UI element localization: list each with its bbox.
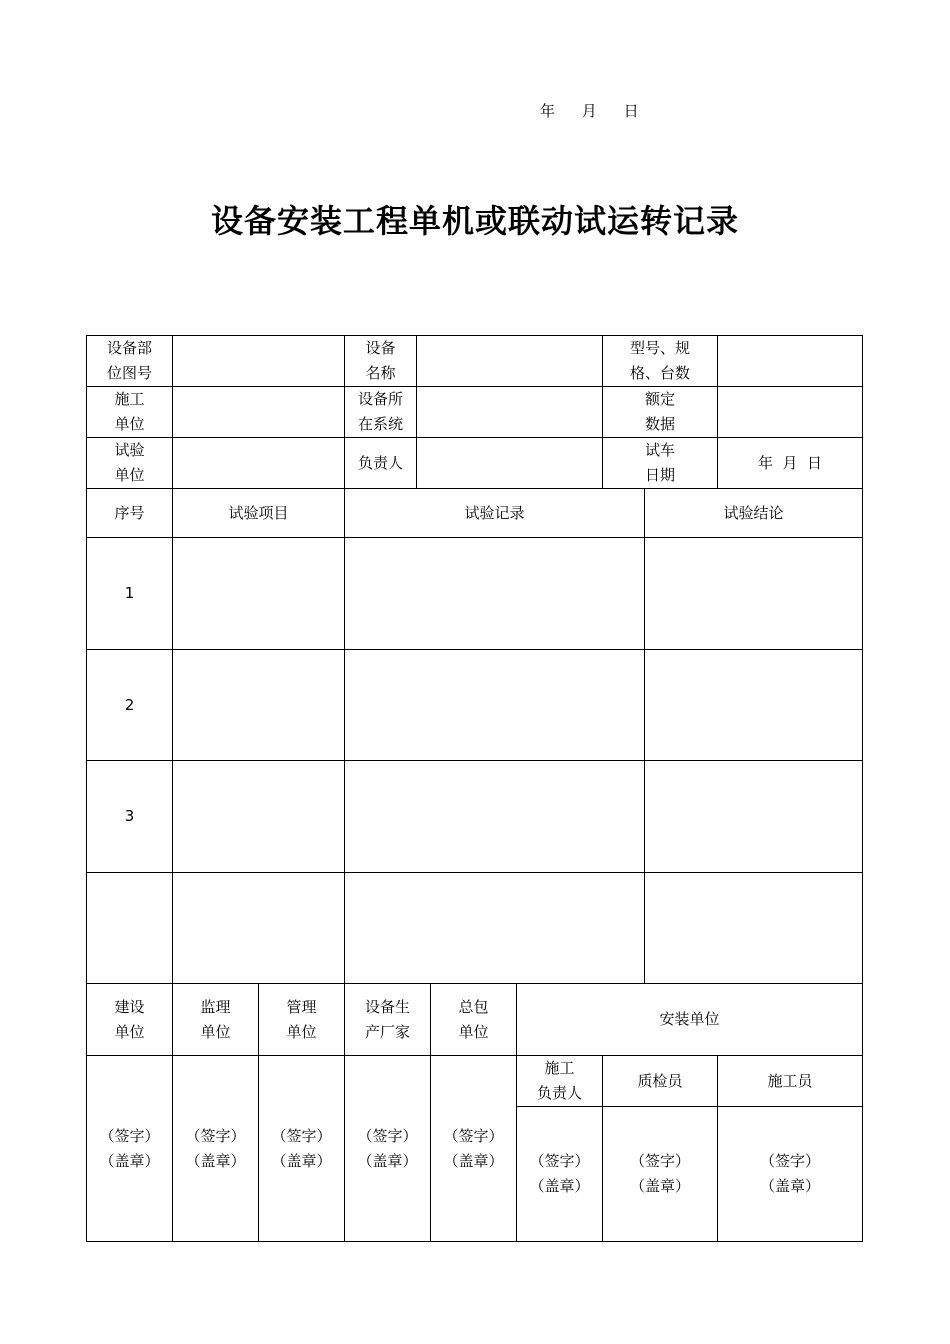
table-row <box>87 538 863 650</box>
role-quality-inspector: 质检员 <box>603 1056 718 1107</box>
label-line: 设备所 <box>357 390 403 408</box>
col-item: 试验项目 <box>173 489 345 538</box>
role-constructor: 施工员 <box>718 1056 863 1107</box>
label-line: 单位 <box>114 1022 145 1041</box>
label-line: 数据 <box>645 415 676 433</box>
label-line: 在系统 <box>357 415 403 433</box>
label-line: 单位 <box>114 415 145 433</box>
label-line: 额定 <box>645 390 676 408</box>
device-name-label <box>345 336 417 387</box>
party-supervision-unit <box>173 984 259 1056</box>
label-line: 施工 <box>544 1059 575 1077</box>
party-management-unit <box>259 984 345 1056</box>
table-row <box>87 650 863 761</box>
seal-text: （盖章） <box>99 1151 160 1170</box>
sign-seal-supervision[interactable] <box>173 1056 259 1242</box>
seal-text: （盖章） <box>357 1151 418 1170</box>
device-name-field[interactable] <box>417 336 603 387</box>
model-field[interactable] <box>718 336 863 387</box>
label-line: 监理 <box>200 997 231 1016</box>
row-record-field[interactable] <box>345 761 645 873</box>
responsible-label: 负责人 <box>345 438 417 489</box>
row-seq: 2 <box>87 650 173 761</box>
label-line: 负责人 <box>536 1084 582 1102</box>
table-row <box>87 873 863 984</box>
test-unit-label <box>87 438 173 489</box>
device-location-label <box>87 336 173 387</box>
date-year: 年 <box>540 102 556 120</box>
sign-seal-constructor[interactable] <box>718 1107 863 1242</box>
seal-text: （盖章） <box>443 1151 504 1170</box>
label-line: 设备部 <box>106 339 152 357</box>
label-line: 单位 <box>114 466 145 484</box>
responsible-field[interactable] <box>417 438 603 489</box>
label-line: 设备 <box>365 339 396 357</box>
seal-text: （盖章） <box>529 1177 590 1195</box>
sign-text: （签字） <box>357 1126 418 1145</box>
col-seq: 序号 <box>87 489 173 538</box>
label-line: 日期 <box>645 466 676 484</box>
model-label <box>603 336 718 387</box>
sign-seal-general-contractor[interactable] <box>431 1056 517 1242</box>
label-line: 型号、规 <box>630 339 691 357</box>
page-title: 设备安装工程单机或联动试运转记录 <box>210 202 739 240</box>
sign-seal-quality-inspector[interactable] <box>603 1107 718 1242</box>
role-construction-lead <box>517 1056 603 1107</box>
label-line: 试车 <box>645 441 676 459</box>
row-item-field[interactable] <box>173 650 345 761</box>
date-day: 日 <box>623 102 639 120</box>
sign-text: （签字） <box>760 1152 821 1170</box>
row-conclusion-field[interactable] <box>645 538 863 650</box>
label-line: 试验 <box>114 441 145 459</box>
header-row <box>87 387 863 438</box>
party-general-contractor <box>431 984 517 1056</box>
system-field[interactable] <box>417 387 603 438</box>
party-construction-unit <box>87 984 173 1056</box>
install-unit-label: 安装单位 <box>517 984 863 1056</box>
construction-unit-field[interactable] <box>173 387 345 438</box>
table-row <box>87 761 863 873</box>
seal-text: （盖章） <box>271 1151 332 1170</box>
device-location-field[interactable] <box>173 336 345 387</box>
row-record-field[interactable] <box>345 650 645 761</box>
sign-seal-manufacturer[interactable] <box>345 1056 431 1242</box>
test-date-label <box>603 438 718 489</box>
seal-text: （盖章） <box>185 1151 246 1170</box>
label-line: 建设 <box>114 997 145 1016</box>
row-item-field[interactable] <box>173 761 345 873</box>
header-row <box>87 336 863 387</box>
row-record-field[interactable] <box>345 538 645 650</box>
label-line: 总包 <box>458 997 489 1016</box>
row-record-field[interactable] <box>345 873 645 984</box>
sign-seal-management[interactable] <box>259 1056 345 1242</box>
label-line: 单位 <box>458 1022 489 1041</box>
label-line: 单位 <box>286 1022 317 1041</box>
sign-seal-construction[interactable] <box>87 1056 173 1242</box>
test-unit-field[interactable] <box>173 438 345 489</box>
label-line: 单位 <box>200 1022 231 1041</box>
sign-text: （签字） <box>185 1126 246 1145</box>
label-line: 名称 <box>365 364 396 382</box>
row-conclusion-field[interactable] <box>645 650 863 761</box>
label-line: 施工 <box>114 390 145 408</box>
header-row <box>87 438 863 489</box>
col-conclusion: 试验结论 <box>645 489 863 538</box>
rated-label <box>603 387 718 438</box>
row-conclusion-field[interactable] <box>645 873 863 984</box>
sign-text: （签字） <box>99 1126 160 1145</box>
seal-text: （盖章） <box>760 1177 821 1195</box>
test-date-field[interactable]: 年 月 日 <box>718 438 863 489</box>
system-label <box>345 387 417 438</box>
seal-text: （盖章） <box>630 1177 691 1195</box>
date-line <box>540 100 661 121</box>
label-line: 位图号 <box>106 364 152 382</box>
sign-text: （签字） <box>443 1126 504 1145</box>
date-month: 月 <box>581 102 597 120</box>
sign-text: （签字） <box>630 1152 691 1170</box>
label-line: 产厂家 <box>364 1022 410 1041</box>
column-header-row <box>87 489 863 538</box>
rated-field[interactable] <box>718 387 863 438</box>
col-record: 试验记录 <box>345 489 645 538</box>
row-item-field[interactable] <box>173 873 345 984</box>
construction-unit-label <box>87 387 173 438</box>
install-roles-row <box>87 1056 863 1107</box>
row-conclusion-field[interactable] <box>645 761 863 873</box>
sign-text: （签字） <box>271 1126 332 1145</box>
label-line: 管理 <box>286 997 317 1016</box>
row-seq: 3 <box>87 761 173 873</box>
record-table <box>86 335 863 1242</box>
sign-seal-construction-lead[interactable] <box>517 1107 603 1242</box>
party-manufacturer <box>345 984 431 1056</box>
row-item-field[interactable] <box>173 538 345 650</box>
sign-text: （签字） <box>529 1152 590 1170</box>
row-seq <box>87 873 173 984</box>
label-line: 格、台数 <box>630 364 691 382</box>
row-seq: 1 <box>87 538 173 650</box>
label-line: 设备生 <box>364 997 410 1016</box>
parties-row <box>87 984 863 1056</box>
